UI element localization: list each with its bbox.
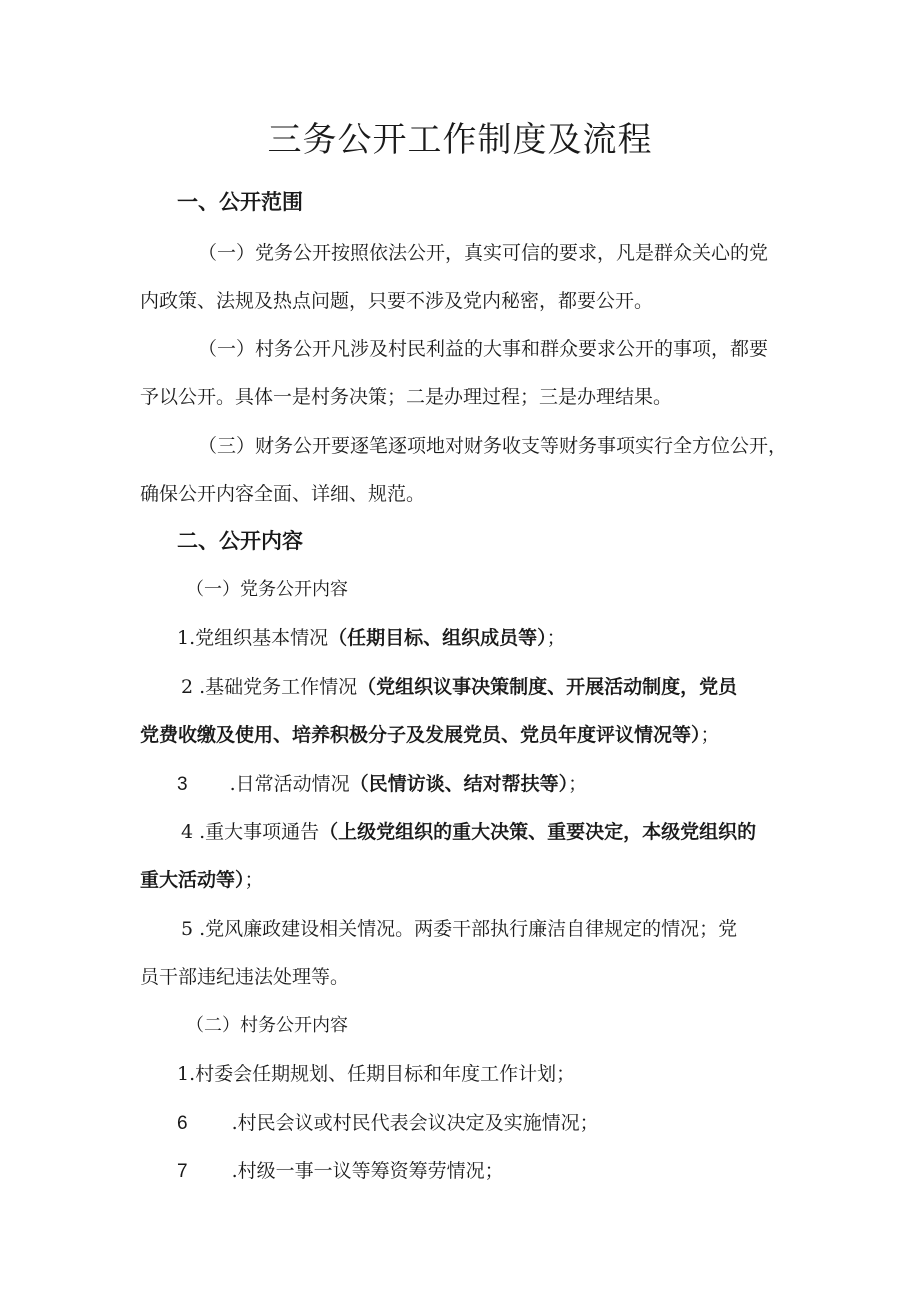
list-item-end: ； <box>546 627 566 649</box>
paragraph-line: 内政策、法规及热点问题，只要不涉及党内秘密，都要公开。 <box>140 290 654 312</box>
list-item: 1.村委会任期规划、任期目标和年度工作计划； <box>177 1063 576 1085</box>
list-item-text: .村级一事一议等筹资筹劳情况； <box>231 1160 504 1182</box>
list-item-detail: （任期目标、组织成员等） <box>328 627 547 649</box>
list-item-label: 4 .重大事项通告 <box>181 821 320 843</box>
list-item <box>177 625 566 651</box>
subsection-heading-village: （二）村务公开内容 <box>186 1015 348 1036</box>
list-item-detail: 重大活动等） <box>140 869 245 891</box>
list-item <box>177 771 587 798</box>
section-heading-scope: 一、公开范围 <box>177 190 303 214</box>
list-item <box>181 674 737 700</box>
list-item-label: .日常活动情况 <box>229 773 350 795</box>
list-item: 5 .党风廉政建设相关情况。两委干部执行廉洁自律规定的情况；党 <box>181 918 738 940</box>
subsection-heading-party: （一）党务公开内容 <box>186 579 348 600</box>
list-item-text: .村民会议或村民代表会议决定及实施情况； <box>231 1112 599 1134</box>
list-item <box>181 819 756 845</box>
list-item <box>177 1110 599 1137</box>
list-item-number: 3 <box>177 774 188 795</box>
list-item-end: ； <box>568 773 588 795</box>
list-item-detail: 党费收缴及使用、培养积极分子及发展党员、党员年度评议情况等） <box>140 724 701 746</box>
list-item-number: 7 <box>177 1161 188 1182</box>
list-item-detail: （民情访谈、结对帮扶等） <box>349 773 569 795</box>
paragraph-line: （一）村务公开凡涉及村民利益的大事和群众要求公开的事项，都要 <box>198 338 769 360</box>
list-item-end: ； <box>244 869 264 891</box>
paragraph-line: 确保公开内容全面、详细、规范。 <box>140 483 426 505</box>
list-item-continuation <box>140 722 720 748</box>
paragraph-line: （一）党务公开按照依法公开，真实可信的要求，凡是群众关心的党 <box>198 242 769 264</box>
list-item <box>177 1158 504 1185</box>
paragraph-line: （三）财务公开要逐笔逐项地对财务收支等财务事项实行全方位公开， <box>198 435 788 457</box>
list-item-detail: （上级党组织的重大决策、重要决定，本级党组织的 <box>319 821 757 843</box>
list-item-label: 1.党组织基本情况 <box>177 627 329 649</box>
list-item-end: ； <box>700 724 720 746</box>
section-heading-content: 二、公开内容 <box>177 529 303 553</box>
list-item-label: 2 .基础党务工作情况 <box>181 676 358 698</box>
page-title: 三务公开工作制度及流程 <box>267 120 653 160</box>
paragraph-line: 予以公开。具体一是村务决策；二是办理过程；三是办理结果。 <box>140 386 673 408</box>
list-item-detail: （党组织议事决策制度、开展活动制度，党员 <box>357 676 738 698</box>
list-item-continuation: 员干部违纪违法处理等。 <box>140 966 350 988</box>
list-item-number: 6 <box>177 1113 188 1134</box>
list-item-continuation <box>140 867 264 893</box>
